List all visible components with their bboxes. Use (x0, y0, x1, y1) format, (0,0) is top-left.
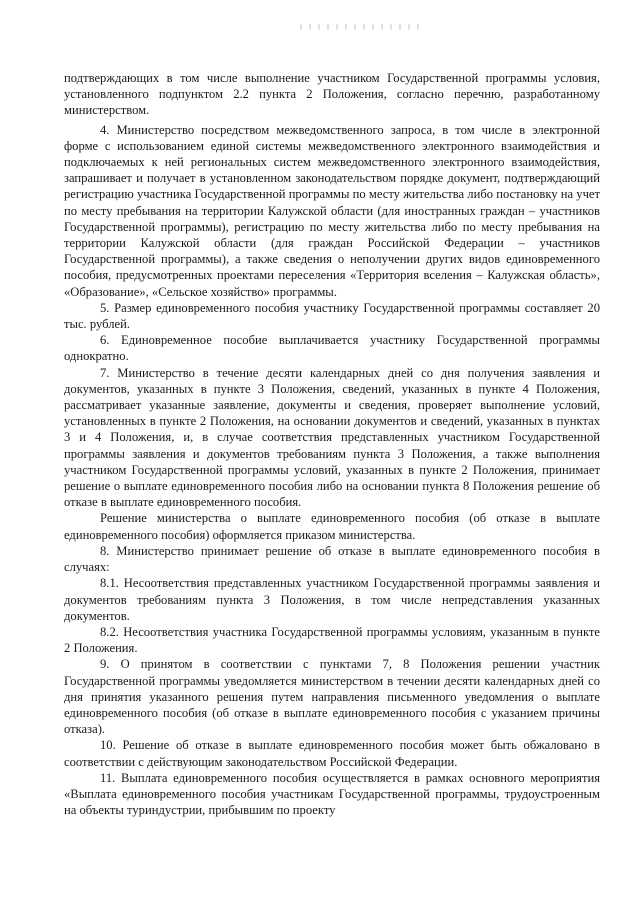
paragraph-8-2: 8.2. Несоответствия участника Государственной программы условиям, указанным в пункте 2 Положения. (64, 624, 600, 656)
paragraph-continuation: подтверждающих в том числе выполнение участником Государственной программы условия, установленного подпунктом 2.2 пункта 2 Положения, согласно перечню, разработанному министерством. (64, 71, 600, 118)
paragraph-decision: Решение министерства о выплате единовременного пособия (об отказе в выплате единовременного пособия) оформляется приказом министерства. (64, 511, 600, 542)
paragraph-10: 10. Решение об отказе в выплате единовременного пособия может быть обжаловано в соответствии с действующим законодательством Российской Федерации. (64, 738, 600, 769)
paragraph-8: 8. Министерство принимает решение об отказе в выплате единовременного пособия в случаях: (64, 543, 600, 575)
paragraph-8-1: 8.1. Несоответствия представленных участником Государственной программы заявления и документов требованиям пункта 3 Положения, в том числе непредставления указанных документов. (64, 576, 600, 623)
paragraph-9: 9. О принятом в соответствии с пунктами 7, 8 Положения решении участник Государственной программы уведомляется министерством в течении десяти календарных дней со дня принятия указанного решения путем направления письменного уведомления о выплате единовременного пособия (об отказе в выплате единовременного пособия с указанием причины отказа). (64, 657, 600, 737)
scan-artifact (300, 24, 420, 30)
paragraph-7: 7. Министерство в течение десяти календарных дней со дня получения заявления и документов, указанных в пункте 3 Положения, сведений, указанных в пункте 4 Положения, рассматривает указанные заявление, документы и сведения, проверяет выполнение условий, установленных в пункте 2 Положения, на основании документов и сведений, указанных в пунктах 3 и 4 Положения, и, в случае соответствия представленных участником Государственной программы заявления и документов требованиям пункта 3 Положения, а также выполнения участником Государственной программы условий, указанных в пункте 2 Положения, принимает решение о выплате единовременного пособия либо на основании пункта 8 Положения решение об отказе в выплате единовременного пособия. (64, 365, 600, 510)
paragraph-4: 4. Министерство посредством межведомственного запроса, в том числе в электронной форме с использованием единой системы межведомственного электронного взаимодействия и подключаемых к ней региональных систем межведомственного электронного взаимодействия, запрашивает и получает в установленном законодательством порядке документ, подтверждающий регистрацию участника Государственной программы по месту жительства либо постановку на учет по месту пребывания на территории Калужской области (для иностранных граждан – участников Государственной программы), регистрацию по месту жительства либо по месту пребывания на территории Калужской области (для граждан Российской Федерации – участников Государственной программы), а также сведения о неполучении других видов единовременного пособия, предусмотренных проектами переселения «Территория вселения – Калужская область», «Образование», «Сельское хозяйство» программы. (64, 122, 600, 299)
paragraph-11: 11. Выплата единовременного пособия осуществляется в рамках основного мероприятия «Выплата единовременного пособия участникам Государственной программы, трудоустроенным на объекты туриндустрии, прибывшим по проекту (64, 770, 600, 818)
paragraph-5: 5. Размер единовременного пособия участнику Государственной программы составляет 20 тыс. рублей. (64, 300, 600, 332)
document-page (64, 70, 600, 818)
paragraph-6: 6. Единовременное пособие выплачивается участнику Государственной программы однократно. (64, 333, 600, 364)
